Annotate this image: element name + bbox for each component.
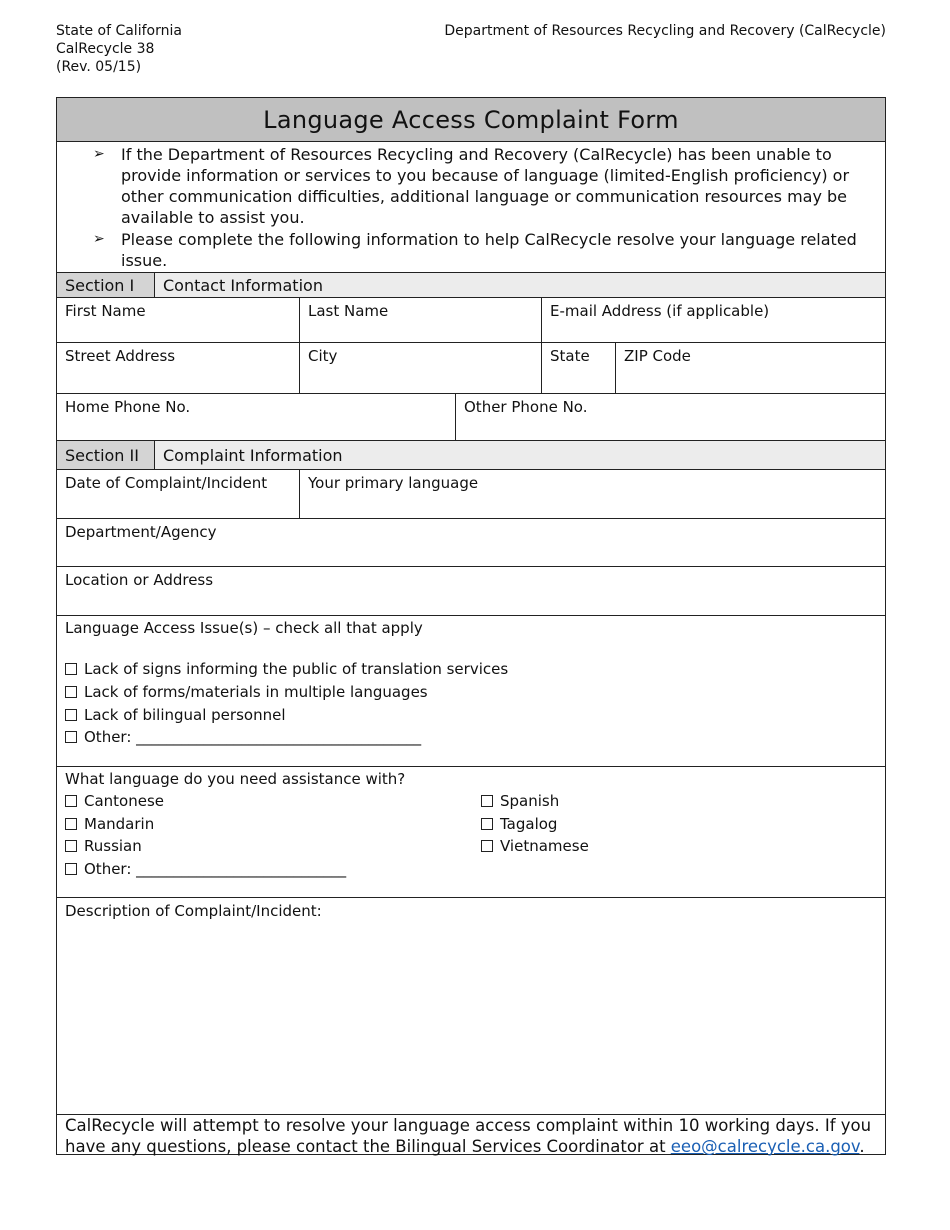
language-heading: What language do you need assistance with? bbox=[65, 770, 406, 788]
section-1-label: Section I bbox=[57, 273, 154, 297]
other-phone-field[interactable]: Other Phone No. bbox=[455, 394, 885, 440]
checkbox-icon[interactable] bbox=[481, 795, 493, 807]
language-option[interactable]: Russian bbox=[65, 836, 142, 856]
last-name-field[interactable]: Last Name bbox=[299, 298, 541, 342]
section-1-title: Contact Information bbox=[154, 273, 885, 297]
department-row bbox=[57, 518, 885, 566]
section-2-title: Complaint Information bbox=[154, 441, 885, 469]
language-option[interactable]: Mandarin bbox=[65, 814, 154, 834]
location-address-field[interactable]: Location or Address bbox=[65, 571, 214, 589]
complaint-date-field[interactable]: Date of Complaint/Incident bbox=[65, 474, 268, 492]
complaint-form bbox=[56, 97, 886, 1155]
arrow-bullet-icon: ➢ bbox=[93, 231, 105, 247]
assistance-languages bbox=[57, 766, 885, 897]
language-option[interactable]: Spanish bbox=[481, 791, 559, 811]
issues-heading: Language Access Issue(s) – check all that apply bbox=[65, 619, 423, 637]
language-option[interactable]: Vietnamese bbox=[481, 836, 589, 856]
phone-row bbox=[57, 393, 885, 440]
intro-bullet: ➢ If the Department of Resources Recycling and Recovery (CalRecycle) has been unable to provide information or services to you because of language (limited-English proficiency) or other communication difficulties, additional language or communication resources may be available to assist you. bbox=[93, 145, 850, 227]
state-label: State of California bbox=[56, 23, 182, 39]
checkbox-icon[interactable] bbox=[481, 818, 493, 830]
issue-option[interactable]: Lack of bilingual personnel bbox=[65, 705, 285, 725]
description-field[interactable]: Description of Complaint/Incident: bbox=[65, 902, 322, 920]
checkbox-icon[interactable] bbox=[65, 863, 77, 875]
issue-option-other[interactable]: Other: ______________________________________ bbox=[65, 727, 421, 747]
language-option[interactable]: Tagalog bbox=[481, 814, 557, 834]
address-row bbox=[57, 342, 885, 393]
issue-option[interactable]: Lack of signs informing the public of translation services bbox=[65, 659, 508, 679]
checkbox-icon[interactable] bbox=[65, 818, 77, 830]
form-identifier bbox=[56, 22, 182, 76]
primary-language-field[interactable]: Your primary language bbox=[299, 470, 885, 518]
checkbox-icon[interactable] bbox=[65, 663, 77, 675]
state-field[interactable]: State bbox=[541, 343, 615, 393]
issue-option[interactable]: Lack of forms/materials in multiple languages bbox=[65, 682, 428, 702]
date-language-row bbox=[57, 469, 885, 518]
home-phone-field[interactable]: Home Phone No. bbox=[65, 398, 191, 416]
zip-code-field[interactable]: ZIP Code bbox=[615, 343, 885, 393]
email-field[interactable]: E-mail Address (if applicable) bbox=[541, 298, 885, 342]
language-option-other[interactable]: Other: ____________________________ bbox=[65, 859, 346, 879]
description-row bbox=[57, 897, 885, 1114]
revision-date: (Rev. 05/15) bbox=[56, 59, 142, 75]
checkbox-icon[interactable] bbox=[65, 709, 77, 721]
checkbox-icon[interactable] bbox=[65, 686, 77, 698]
form-title: Language Access Complaint Form bbox=[57, 98, 885, 142]
footer-text: CalRecycle will attempt to resolve your language access complaint within 10 working days. If you have any questions, please contact the Bilingual Services Coordinator at eeo@calrecycle.ca.gov. bbox=[65, 1116, 872, 1156]
language-option[interactable]: Cantonese bbox=[65, 791, 164, 811]
location-row bbox=[57, 566, 885, 615]
coordinator-email-link[interactable]: eeo@calrecycle.ca.gov bbox=[670, 1137, 860, 1156]
intro-instructions bbox=[57, 142, 885, 272]
form-number: CalRecycle 38 bbox=[56, 41, 155, 57]
language-access-issues bbox=[57, 615, 885, 766]
checkbox-icon[interactable] bbox=[481, 840, 493, 852]
section-2-label: Section II bbox=[57, 441, 154, 469]
checkbox-icon[interactable] bbox=[65, 731, 77, 743]
city-field[interactable]: City bbox=[299, 343, 541, 393]
checkbox-icon[interactable] bbox=[65, 795, 77, 807]
section-2-header bbox=[57, 440, 885, 469]
section-1-header bbox=[57, 272, 885, 297]
intro-bullet: ➢ Please complete the following information to help CalRecycle resolve your language related issue. bbox=[93, 230, 857, 270]
street-address-field[interactable]: Street Address bbox=[65, 347, 176, 365]
first-name-field[interactable]: First Name bbox=[65, 302, 146, 320]
department-name: Department of Resources Recycling and Recovery (CalRecycle) bbox=[444, 23, 886, 39]
name-row bbox=[57, 297, 885, 342]
checkbox-icon[interactable] bbox=[65, 840, 77, 852]
footer-notice bbox=[57, 1114, 885, 1155]
department-agency-field[interactable]: Department/Agency bbox=[65, 523, 217, 541]
arrow-bullet-icon: ➢ bbox=[93, 146, 105, 162]
